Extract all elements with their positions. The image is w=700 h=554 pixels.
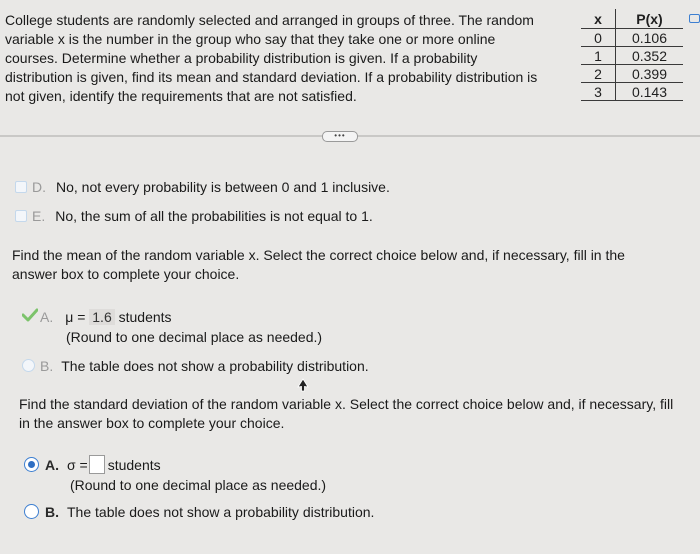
problem-line: variable x is the number in the group who say that they take one or more online	[5, 31, 496, 47]
problem-line: distribution is given, find its mean and standard deviation. If a probability distribution is	[5, 69, 538, 85]
table-row	[581, 29, 683, 47]
header-x: x	[581, 9, 616, 29]
mean-choice-a-letter: A.	[40, 309, 54, 325]
mouse-cursor-icon	[297, 378, 309, 392]
choice-d-checkbox[interactable]	[15, 181, 27, 193]
cell-x: 2	[581, 65, 616, 83]
choice-e-checkbox[interactable]	[15, 210, 27, 222]
cell-px: 0.399	[616, 65, 684, 83]
mean-round-note: (Round to one decimal place as needed.)	[66, 329, 323, 345]
table-row	[581, 65, 683, 83]
mean-choice-b-radio[interactable]	[22, 359, 35, 372]
sd-choice-a-letter: A.	[45, 457, 59, 473]
mu-symbol: μ =	[65, 309, 86, 325]
sigma-symbol: σ =	[67, 457, 88, 473]
mean-choice-b[interactable]	[22, 357, 369, 376]
sd-question	[19, 395, 699, 433]
choice-e-text: No, the sum of all the probabilities is not equal to 1.	[55, 208, 373, 224]
sd-choice-a[interactable]	[24, 455, 161, 475]
table-row	[581, 47, 683, 65]
sd-question-line: in the answer box to complete your choice.	[19, 415, 285, 431]
sd-choice-a-radio[interactable]	[24, 457, 39, 472]
choice-e[interactable]	[15, 207, 373, 226]
mean-question-line: Find the mean of the random variable x. Select the correct choice below and, if necessary, fill in the	[12, 247, 625, 263]
mean-answer-value: 1.6	[89, 309, 114, 325]
table-row	[581, 83, 683, 101]
problem-line: courses. Determine whether a probability distribution is given. If a probability	[5, 50, 478, 66]
problem-line: College students are randomly selected and arranged in groups of three. The random	[5, 12, 534, 28]
sd-choice-b-radio[interactable]	[24, 504, 39, 519]
sd-answer-input[interactable]	[89, 455, 105, 474]
cell-x: 0	[581, 29, 616, 47]
mean-question	[12, 246, 692, 284]
sd-choice-b-letter: B.	[45, 504, 59, 520]
mean-question-line: answer box to complete your choice.	[12, 266, 240, 282]
sd-round-note: (Round to one decimal place as needed.)	[70, 477, 327, 493]
mean-unit: students	[118, 309, 172, 325]
problem-line: not given, identify the requirements that are not satisfied.	[5, 88, 357, 104]
choice-e-letter: E.	[32, 208, 46, 224]
sd-choice-b-text: The table does not show a probability distribution.	[67, 504, 375, 520]
probability-table	[581, 9, 683, 101]
cell-px: 0.352	[616, 47, 684, 65]
header-px: P(x)	[616, 9, 684, 29]
more-button[interactable]: •••	[322, 131, 358, 142]
problem-statement	[5, 11, 580, 106]
choice-d-letter: D.	[32, 179, 46, 195]
cell-px: 0.143	[616, 83, 684, 101]
choice-d[interactable]	[15, 178, 390, 197]
cell-x: 1	[581, 47, 616, 65]
mean-choice-a[interactable]	[40, 308, 172, 327]
copy-table-icon[interactable]	[689, 14, 700, 23]
sd-choice-b[interactable]	[24, 503, 374, 522]
cell-px: 0.106	[616, 29, 684, 47]
cell-x: 3	[581, 83, 616, 101]
mean-choice-b-letter: B.	[40, 358, 54, 374]
table-header-row	[581, 9, 683, 29]
choice-d-text: No, not every probability is between 0 and 1 inclusive.	[56, 179, 390, 195]
correct-check-icon	[22, 308, 38, 322]
mean-choice-b-text: The table does not show a probability distribution.	[61, 358, 369, 374]
sd-unit: students	[107, 457, 161, 473]
sd-question-line: Find the standard deviation of the random variable x. Select the correct choice below and, if necessary, fill	[19, 396, 674, 412]
